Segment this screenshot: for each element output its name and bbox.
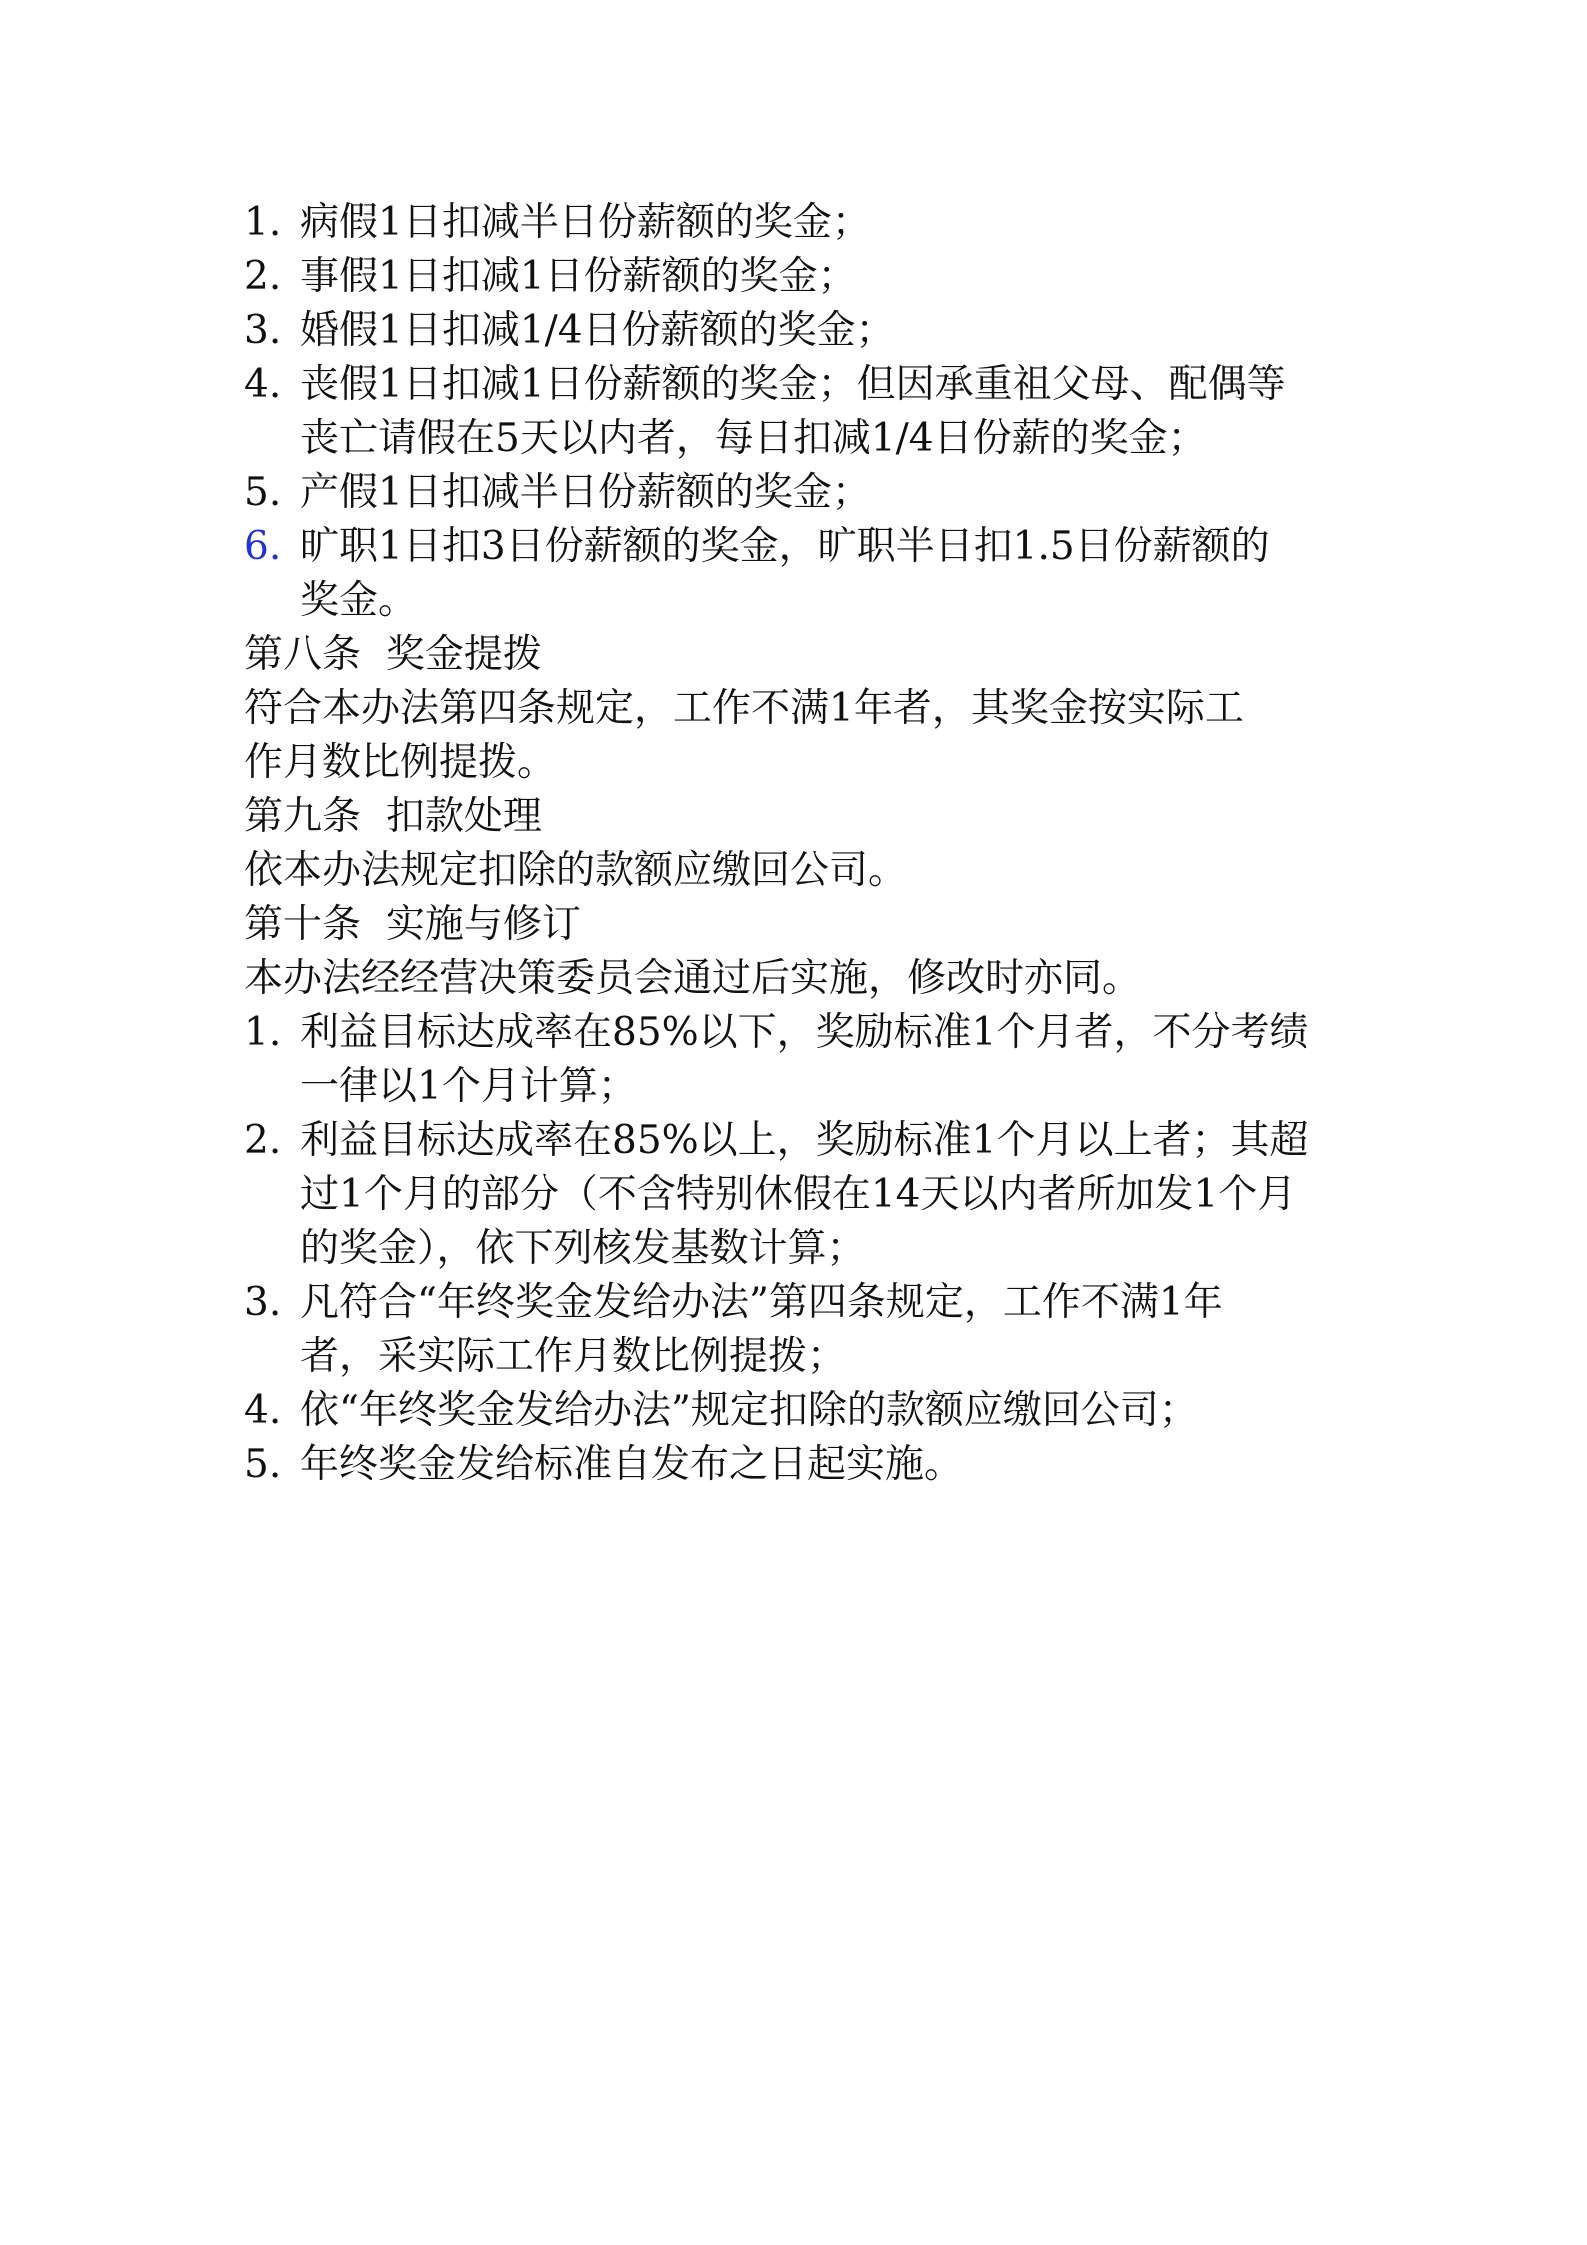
article-8-title: 第八条 [244,632,362,677]
list-text: 利益目标达成率在85%以上，奖励标准1个月以上者；其超 过1个月的部分（不含特别休假在14天以内者所加发1个月 的奖金），依下列核发基数计算； [300,1118,1309,1271]
list-number: 4. [244,1388,282,1433]
list-number: 1. [244,1010,282,1055]
article-9-body: 依本办法规定扣除的款额应缴回公司。 [244,848,908,893]
list-item [244,1006,1364,1114]
list-number: 2. [244,254,282,299]
list-text: 旷职1日扣3日份薪额的奖金，旷职半日扣1.5日份薪额的 奖金。 [300,524,1270,623]
article-10-title: 第十条 [244,902,362,947]
article-10-body: 本办法经经营决策委员会通过后实施，修改时亦同。 [244,956,1142,1001]
list-text: 年终奖金发给标准自发布之日起实施。 [300,1442,964,1487]
list-number: 2. [244,1118,282,1163]
list-item [244,1384,1364,1438]
article-9-subtitle: 扣款处理 [385,794,542,839]
list-item [244,520,1364,628]
article-10-subtitle: 实施与修订 [385,902,581,947]
list-item [244,358,1364,466]
list-number: 5. [244,1442,282,1487]
list-item [244,250,1364,304]
list-item [244,466,1364,520]
list-text: 丧假1日扣减1日份薪额的奖金；但因承重祖父母、配偶等 丧亡请假在5天以内者，每日扣减1/4日份薪的奖金； [300,362,1286,461]
article-8-subtitle: 奖金提拨 [385,632,542,677]
article-8-heading [244,628,1364,682]
article-8-body: 符合本办法第四条规定，工作不满1年者，其奖金按实际工 作月数比例提拨。 [244,686,1244,785]
list-number: 4. [244,362,282,407]
list-text: 利益目标达成率在85%以下，奖励标准1个月者，不分考绩 一律以1个月计算； [300,1010,1309,1109]
standard-list [244,1006,1364,1492]
list-item [244,196,1364,250]
list-item [244,1276,1364,1384]
article-9-heading [244,790,1364,844]
list-item [244,1114,1364,1276]
list-text: 事假1日扣减1日份薪额的奖金； [300,254,857,299]
list-item [244,304,1364,358]
article-9-title: 第九条 [244,794,362,839]
list-text: 产假1日扣减半日份薪额的奖金； [300,470,871,515]
list-number-highlighted: 6. [244,524,282,569]
list-text: 婚假1日扣减1/4日份薪额的奖金； [300,308,895,353]
list-item [244,1438,1364,1492]
list-number: 1. [244,200,282,245]
list-text: 病假1日扣减半日份薪额的奖金； [300,200,871,245]
list-text: 依“年终奖金发给办法”规定扣除的款额应缴回公司； [300,1388,1198,1433]
deduction-list [244,196,1364,628]
article-10-heading [244,898,1364,952]
list-number: 5. [244,470,282,515]
list-number: 3. [244,308,282,353]
list-text: 凡符合“年终奖金发给办法”第四条规定，工作不满1年 者，采实际工作月数比例提拨； [300,1280,1223,1379]
list-number: 3. [244,1280,282,1325]
document-content [244,196,1364,1492]
